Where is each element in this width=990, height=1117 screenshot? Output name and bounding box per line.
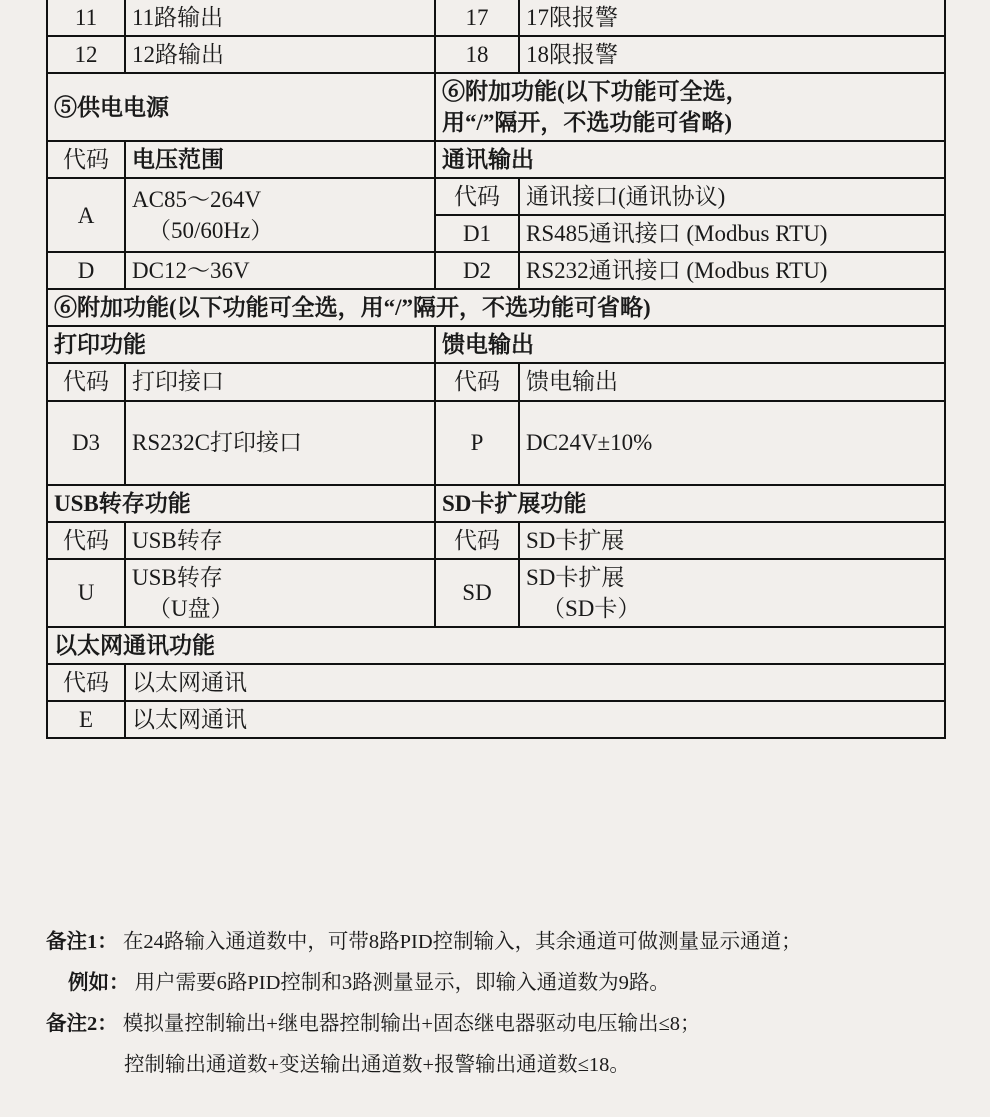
usb-name-header: USB转存 (125, 522, 435, 559)
comm-name-header: 通讯接口(通讯协议) (519, 178, 945, 215)
power-code-a: A (47, 178, 125, 252)
power-feed-title: 馈电输出 (435, 326, 945, 363)
ethernet-name-e: 以太网通讯 (125, 701, 945, 738)
print-function-title: 打印功能 (47, 326, 435, 363)
comm-code-d1: D1 (435, 215, 519, 252)
section-6-title-line1: ⑥附加功能(以下功能可全选， (442, 79, 749, 105)
power-range-a-line2: （50/60Hz） (148, 218, 274, 244)
notes-block (46, 928, 956, 1092)
ethernet-code-e: E (47, 701, 125, 738)
comm-name-d2: RS232通讯接口 (Modbus RTU) (519, 252, 945, 289)
table-subheader-row (47, 363, 945, 400)
table-row (47, 401, 945, 485)
sd-code-sd: SD (435, 559, 519, 627)
print-code-d3: D3 (47, 401, 125, 485)
power-feed-name-p: DC24V±10% (519, 401, 945, 485)
section-6-title-full: ⑥附加功能(以下功能可全选，用“/”隔开，不选功能可省略) (47, 289, 945, 326)
usb-name-u (125, 559, 435, 627)
table-row (47, 252, 945, 289)
table-subheader-row (47, 627, 945, 664)
usb-code-header: 代码 (47, 522, 125, 559)
section-5-name-header: 电压范围 (125, 141, 435, 178)
section-header-row (47, 73, 945, 141)
section-6-title-line2: 用“/”隔开，不选功能可省略) (442, 110, 733, 136)
alarm-name: 17限报警 (519, 0, 945, 36)
section-header-row (47, 289, 945, 326)
section-5-code-header: 代码 (47, 141, 125, 178)
usb-name-u-line2: （U盘） (148, 595, 234, 621)
table-subheader-row (47, 485, 945, 522)
sd-name-sd-line1: SD卡扩展 (526, 564, 625, 590)
sd-function-title: SD卡扩展功能 (435, 485, 945, 522)
table-row (47, 0, 945, 36)
output-code: 11 (47, 0, 125, 36)
power-feed-name-header: 馈电输出 (519, 363, 945, 400)
note-1-text: 在24路输入通道数中，可带8路PID控制输入，其余通道可做测量显示通道； (122, 931, 802, 953)
sd-code-header: 代码 (435, 522, 519, 559)
note-1-label: 备注1： (46, 931, 118, 953)
section-6-title-inline (435, 73, 945, 141)
comm-name-d1: RS485通讯接口 (Modbus RTU) (519, 215, 945, 252)
ethernet-code-header: 代码 (47, 664, 125, 701)
table-subheader-row (47, 522, 945, 559)
comm-output-title: 通讯输出 (435, 141, 945, 178)
table-row (47, 178, 945, 215)
power-range-a (125, 178, 435, 252)
sd-name-sd-line2: （SD卡） (542, 595, 641, 621)
usb-name-u-line1: USB转存 (132, 564, 223, 590)
table-row (47, 36, 945, 73)
note-2-line2 (46, 1051, 956, 1080)
note-2-label: 备注2： (46, 1013, 118, 1036)
table-row (47, 701, 945, 738)
sd-name-header: SD卡扩展 (519, 522, 945, 559)
output-code: 12 (47, 36, 125, 73)
print-code-header: 代码 (47, 363, 125, 400)
usb-function-title: USB转存功能 (47, 485, 435, 522)
table-subheader-row (47, 326, 945, 363)
alarm-name: 18限报警 (519, 36, 945, 73)
usb-code-u: U (47, 559, 125, 627)
note-1-example-label: 例如： (68, 972, 130, 995)
table-subheader-row (47, 141, 945, 178)
note-1 (46, 928, 956, 957)
output-name: 11路输出 (125, 0, 435, 36)
comm-code-header: 代码 (435, 178, 519, 215)
sd-name-sd (519, 559, 945, 627)
power-range-a-line1: AC85～264V (132, 187, 262, 213)
note-1-example (46, 969, 956, 998)
ethernet-function-title: 以太网通讯功能 (47, 627, 945, 664)
comm-code-d2: D2 (435, 252, 519, 289)
print-name-d3: RS232C打印接口 (125, 401, 435, 485)
power-range-d: DC12～36V (125, 252, 435, 289)
note-2-text: 模拟量控制输出+继电器控制输出+固态继电器驱动电压输出≤8； (122, 1013, 701, 1036)
power-feed-code-header: 代码 (435, 363, 519, 400)
output-name: 12路输出 (125, 36, 435, 73)
alarm-code: 17 (435, 0, 519, 36)
table-row (47, 559, 945, 627)
specification-table (46, 0, 946, 739)
note-2-line2-text: 控制输出通道数+变送输出通道数+报警输出通道数≤18。 (124, 1054, 630, 1077)
section-5-title: ⑤供电电源 (47, 73, 435, 141)
note-2 (46, 1010, 956, 1039)
note-1-example-text: 用户需要6路PID控制和3路测量显示，即输入通道数为9路。 (134, 972, 670, 995)
table-subheader-row (47, 664, 945, 701)
print-name-header: 打印接口 (125, 363, 435, 400)
power-feed-code-p: P (435, 401, 519, 485)
alarm-code: 18 (435, 36, 519, 73)
ethernet-name-header: 以太网通讯 (125, 664, 945, 701)
power-code-d: D (47, 252, 125, 289)
